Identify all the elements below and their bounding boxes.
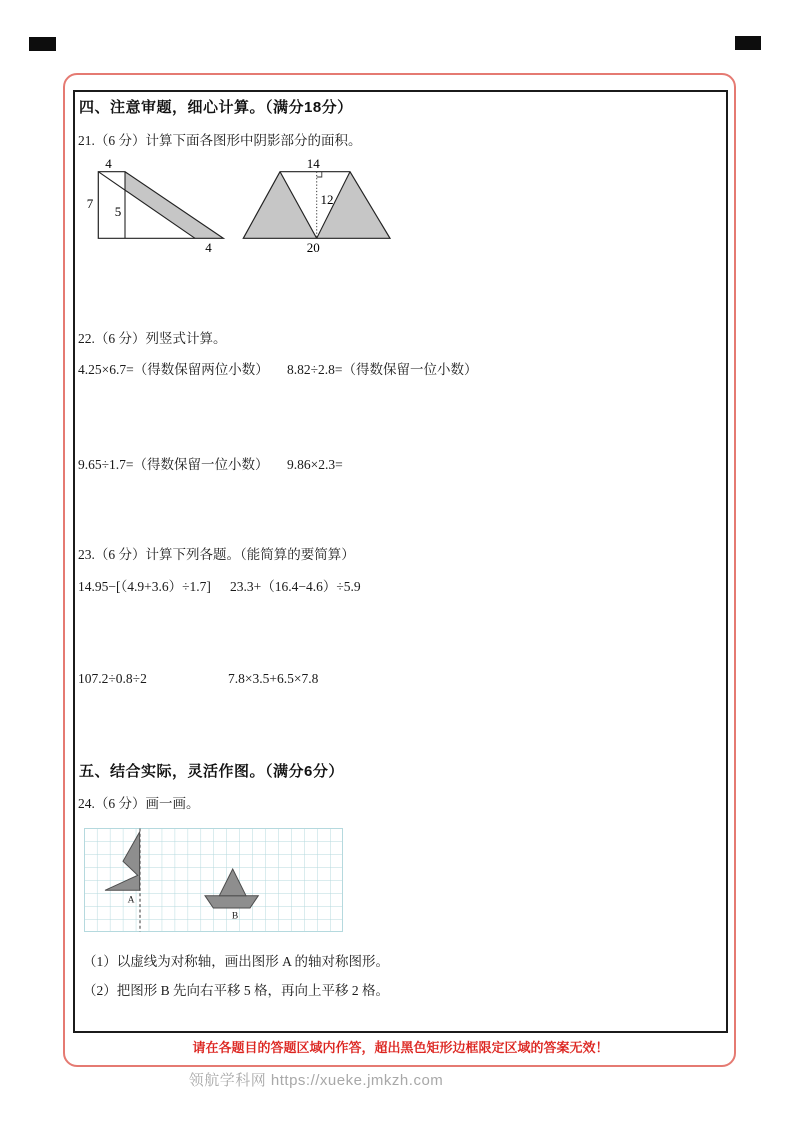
q23-equation-4: 7.8×3.5+6.5×7.8 bbox=[228, 671, 319, 686]
question22-label: 22.（6 分）列竖式计算。 bbox=[78, 331, 227, 346]
figure2-height-label: 12 bbox=[320, 192, 334, 207]
q22-equation-3: 9.65÷1.7=（得数保留一位小数） bbox=[78, 457, 269, 472]
figure2-shaded-trapezoid bbox=[243, 158, 390, 255]
question24-grid bbox=[84, 828, 343, 932]
q23-equation-3: 107.2÷0.8÷2 bbox=[78, 671, 147, 686]
figure1-top-label: 4 bbox=[105, 158, 112, 171]
q22-equation-1: 4.25×6.7=（得数保留两位小数） bbox=[78, 362, 269, 377]
registration-mark-left bbox=[29, 37, 56, 51]
question21-label: 21.（6 分）计算下面各图形中阴影部分的面积。 bbox=[78, 133, 362, 148]
right-angle-mark bbox=[317, 172, 322, 177]
question23-label: 23.（6 分）计算下列各题。（能简算的要简算） bbox=[78, 547, 355, 562]
question21-figures bbox=[85, 158, 400, 258]
figure1-inner-label: 5 bbox=[114, 204, 122, 219]
q23-equation-2: 23.3+（16.4−4.6）÷5.9 bbox=[230, 579, 361, 594]
answer-area-warning: 请在各题目的答题区域内作答，超出黑色矩形边框限定区域的答案无效！ bbox=[192, 1040, 609, 1055]
shape-b-label: B bbox=[231, 911, 239, 922]
section5-heading: 五、结合实际，灵活作图。（满分6分） bbox=[79, 763, 344, 780]
shape-b-hull bbox=[205, 896, 258, 908]
grid-cells bbox=[84, 828, 343, 932]
shape-a-label: A bbox=[127, 895, 135, 906]
q24-instruction-1: （1）以虚线为对称轴，画出图形 A 的轴对称图形。 bbox=[83, 954, 390, 969]
figure2-top-label: 14 bbox=[306, 158, 320, 171]
q23-equation-1: 14.95−[（4.9+3.6）÷1.7] bbox=[78, 579, 211, 594]
figure1-shaded-triangle bbox=[87, 158, 224, 255]
q22-equation-4: 9.86×2.3= bbox=[287, 457, 343, 472]
figure2-bottom-label: 20 bbox=[306, 240, 320, 255]
figure1-bottom-label: 4 bbox=[205, 240, 212, 255]
question24-label: 24.（6 分）画一画。 bbox=[78, 796, 200, 811]
section4-heading: 四、注意审题，细心计算。（满分18分） bbox=[79, 99, 353, 116]
figure1-left-label: 7 bbox=[86, 196, 94, 211]
site-watermark: 领航学科网 https://xueke.jmkzh.com bbox=[188, 1072, 444, 1089]
q22-equation-2: 8.82÷2.8=（得数保留一位小数） bbox=[287, 362, 478, 377]
registration-mark-right bbox=[735, 36, 761, 50]
q24-instruction-2: （2）把图形 B 先向右平移 5 格，再向上平移 2 格。 bbox=[83, 983, 390, 998]
